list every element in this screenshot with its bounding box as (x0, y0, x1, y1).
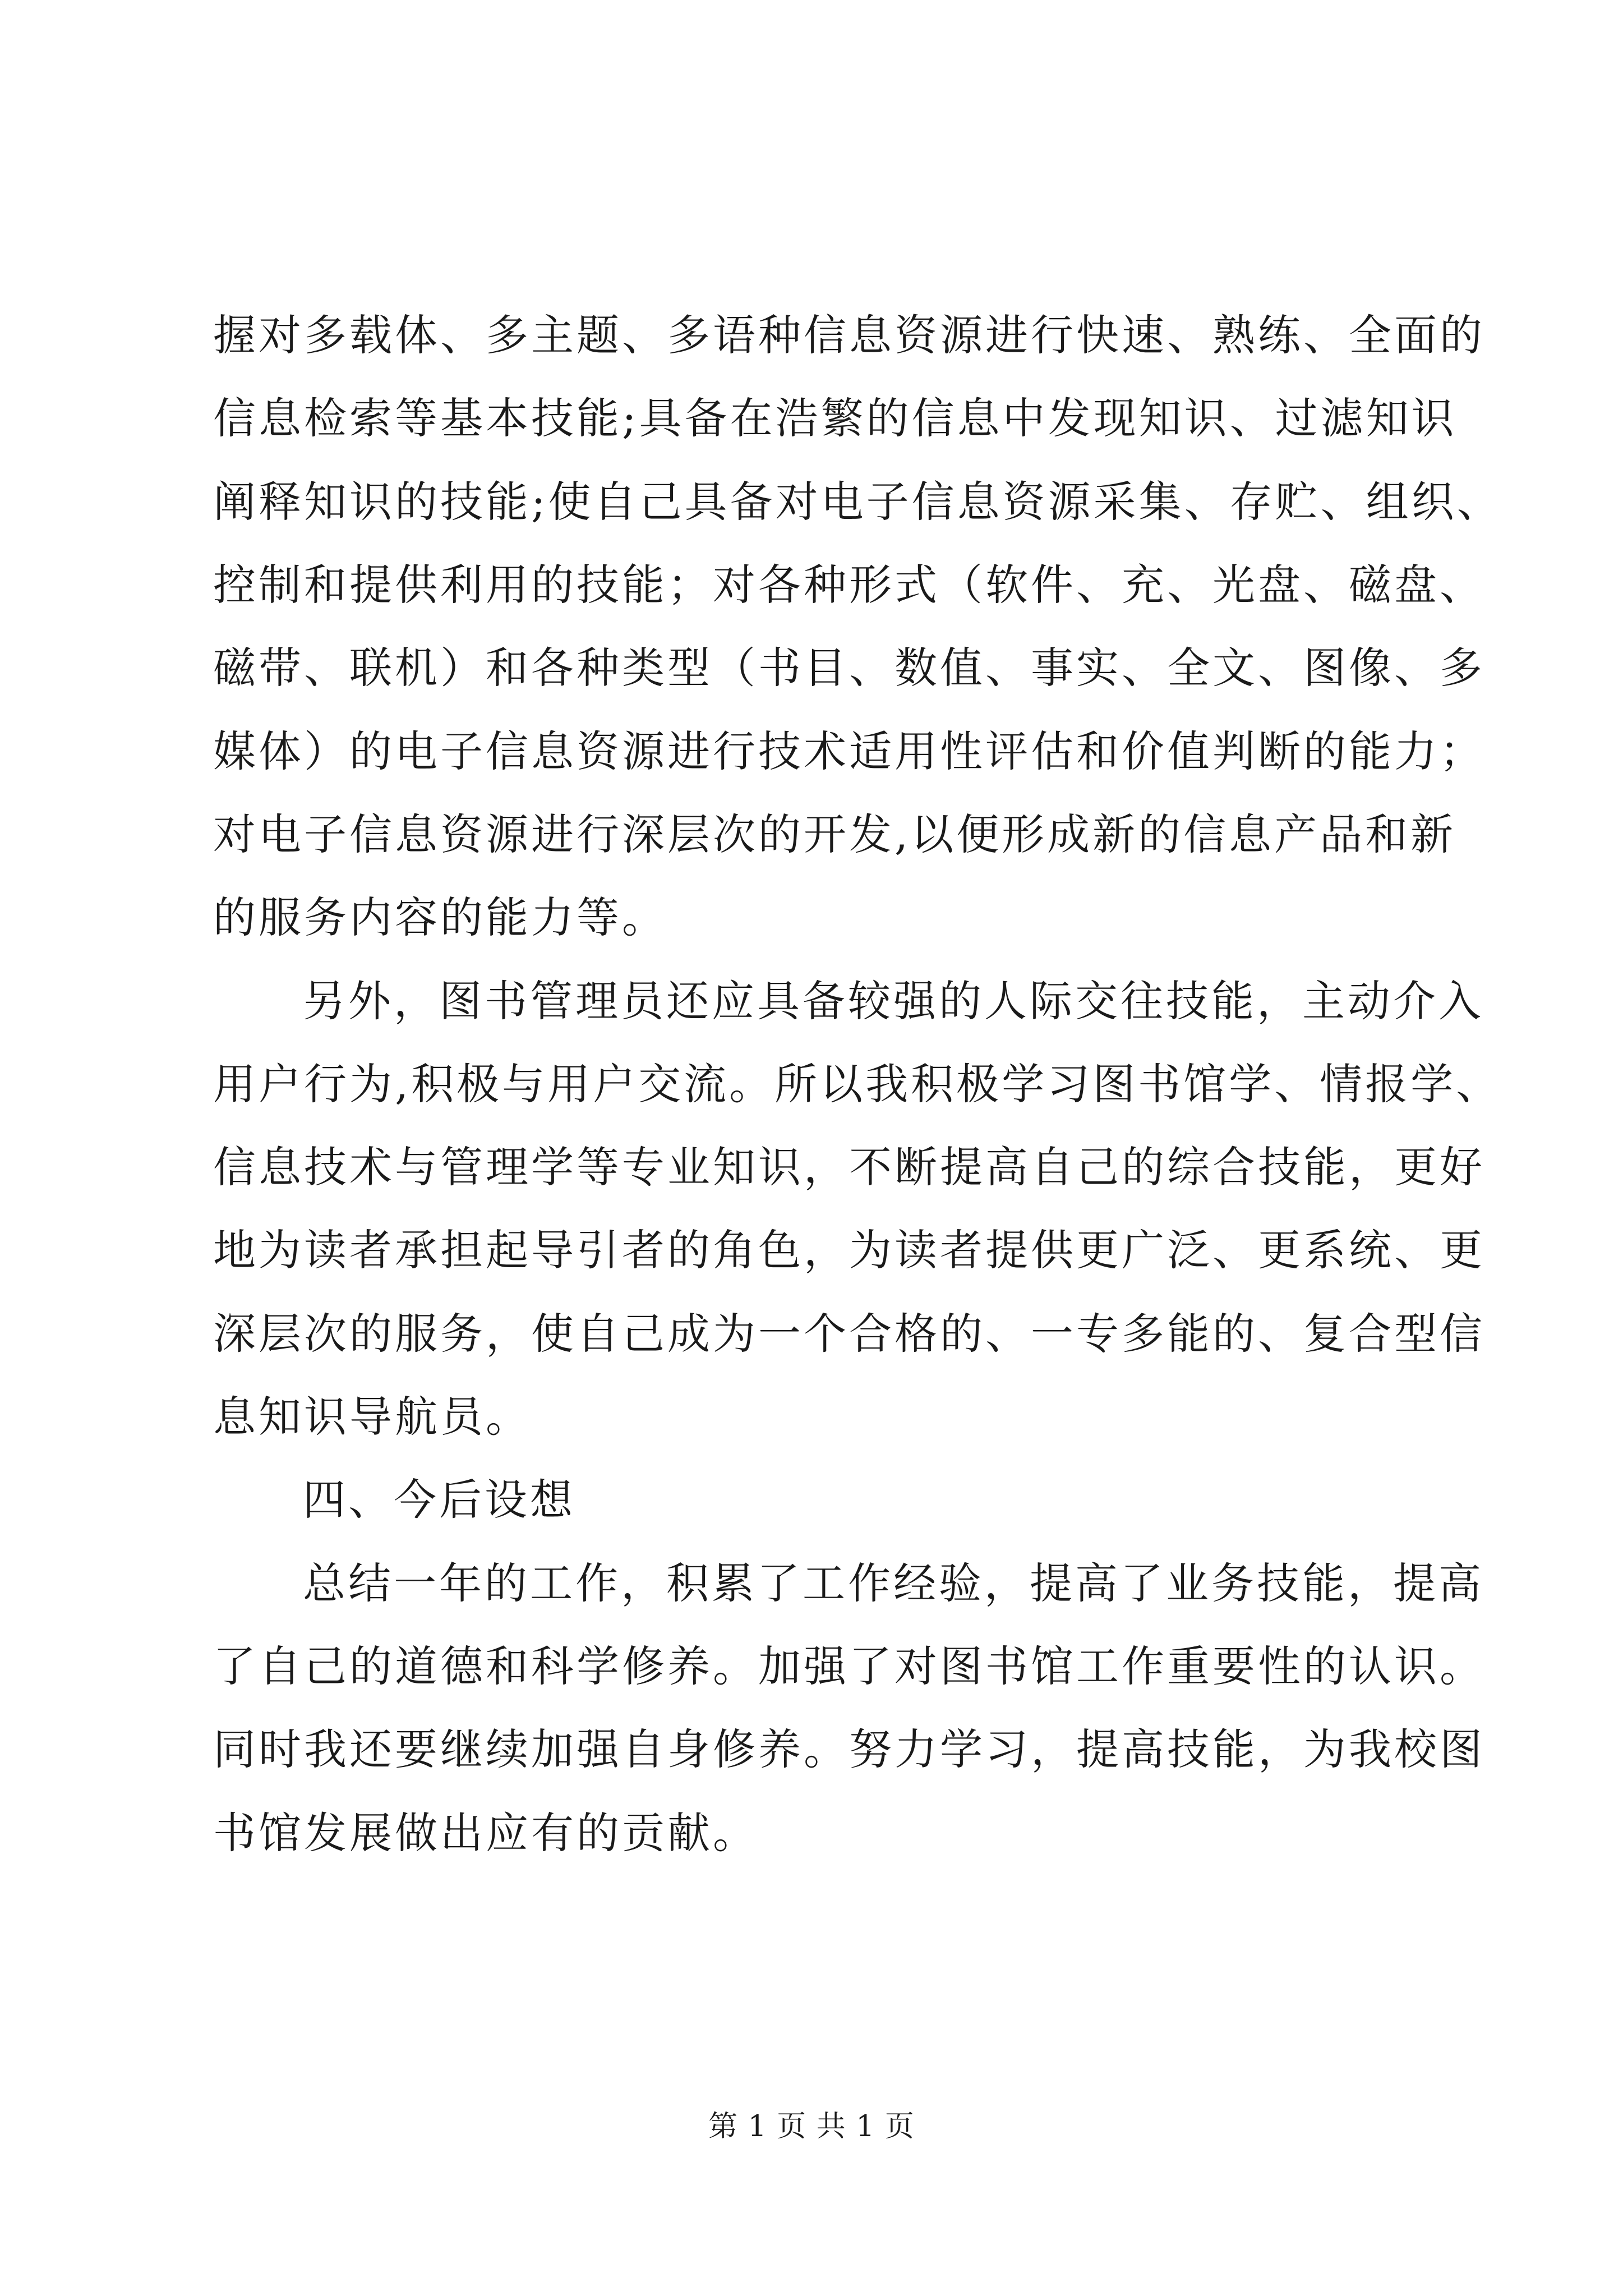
body-line: 的服务内容的能力等。 (213, 892, 667, 942)
body-line: 磁带、联机）和各种类型（书目、数值、事实、全文、图像、多 (213, 643, 1485, 693)
body-line: 信息检索等基本技能;具备在浩繁的信息中发现知识、过滤知识 (213, 393, 1457, 443)
body-line: 阐释知识的技能;使自己具备对电子信息资源采集、存贮、组织、 (213, 477, 1502, 527)
body-line: 握对多载体、多主题、多语种信息资源进行快速、熟练、全面的 (213, 310, 1485, 360)
body-line: 控制和提供利用的技能；对各种形式（软件、充、光盘、磁盘、 (213, 560, 1485, 610)
page-number-footer: 第 1 页 共 1 页 (708, 2110, 915, 2143)
body-line: 了自己的道德和科学修养。加强了对图书馆工作重要性的认识。 (213, 1641, 1485, 1691)
body-line: 书馆发展做出应有的贡献。 (213, 1808, 758, 1858)
body-line: 用户行为,积极与用户交流。所以我积极学习图书馆学、情报学、 (213, 1059, 1502, 1109)
body-line: 地为读者承担起导引者的角色，为读者提供更广泛、更系统、更 (213, 1225, 1485, 1275)
body-line: 信息技术与管理学等专业知识，不断提高自己的综合技能，更好 (213, 1142, 1485, 1192)
body-line: 深层次的服务，使自己成为一个合格的、一专多能的、复合型信 (213, 1309, 1485, 1359)
body-line: 息知识导航员。 (213, 1392, 531, 1442)
paragraph-first-line: 另外，图书管理员还应具备较强的人际交往技能，主动介入 (303, 976, 1484, 1026)
body-line: 媒体）的电子信息资源进行技术适用性评估和价值判断的能力； (213, 726, 1485, 776)
paragraph-first-line: 总结一年的工作，积累了工作经验，提高了业务技能，提高 (303, 1558, 1484, 1608)
section-heading: 四、今后设想 (303, 1475, 575, 1525)
body-line: 对电子信息资源进行深层次的开发,以便形成新的信息产品和新 (213, 809, 1456, 859)
body-line: 同时我还要继续加强自身修养。努力学习，提高技能，为我校图 (213, 1724, 1485, 1774)
